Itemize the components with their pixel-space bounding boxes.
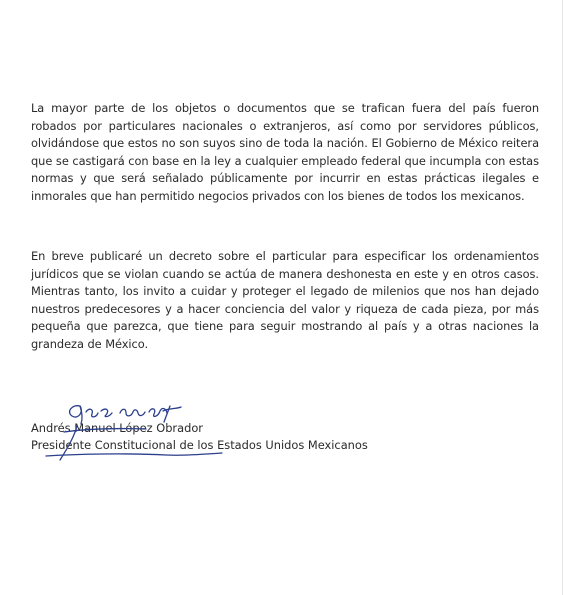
body-paragraph-2: En breve publicaré un decreto sobre el particular para especificar los ordenamientos jurídicos que se violan cuando se actúa de manera deshonesta en este y en otros casos. Mientras tanto, los invito a cuidar y proteger el legado de milenios que nos han dejado nuestros predecesores y a hacer conciencia del valor y riqueza de cada pieza, por más pequeña que parezca, que tiene para seguir mostrando al país y a otras naciones la grandeza de México. [31,249,539,351]
signatory-title: Presidente Constitucional de los Estados Unidos Mexicanos [31,438,368,452]
signatory-name: Andrés Manuel López Obrador [31,421,203,435]
body-paragraph-1: La mayor parte de los objetos o documentos que se trafican fuera del país fueron robados por particulares nacionales o extranjeros, así como por servidores públicos, olvidándose que estos no son suyos sino de toda la nación. El Gobierno de México reitera que se castigará con base en la ley a cualquier empleado federal que incumpla con estas normas y que será señalado públicamente por incurrir en estas prácticas ilegales e inmorales que han permitido negocios privados con los bienes de todos los mexicanos. [31,101,539,203]
handwritten-signature [36,398,276,478]
